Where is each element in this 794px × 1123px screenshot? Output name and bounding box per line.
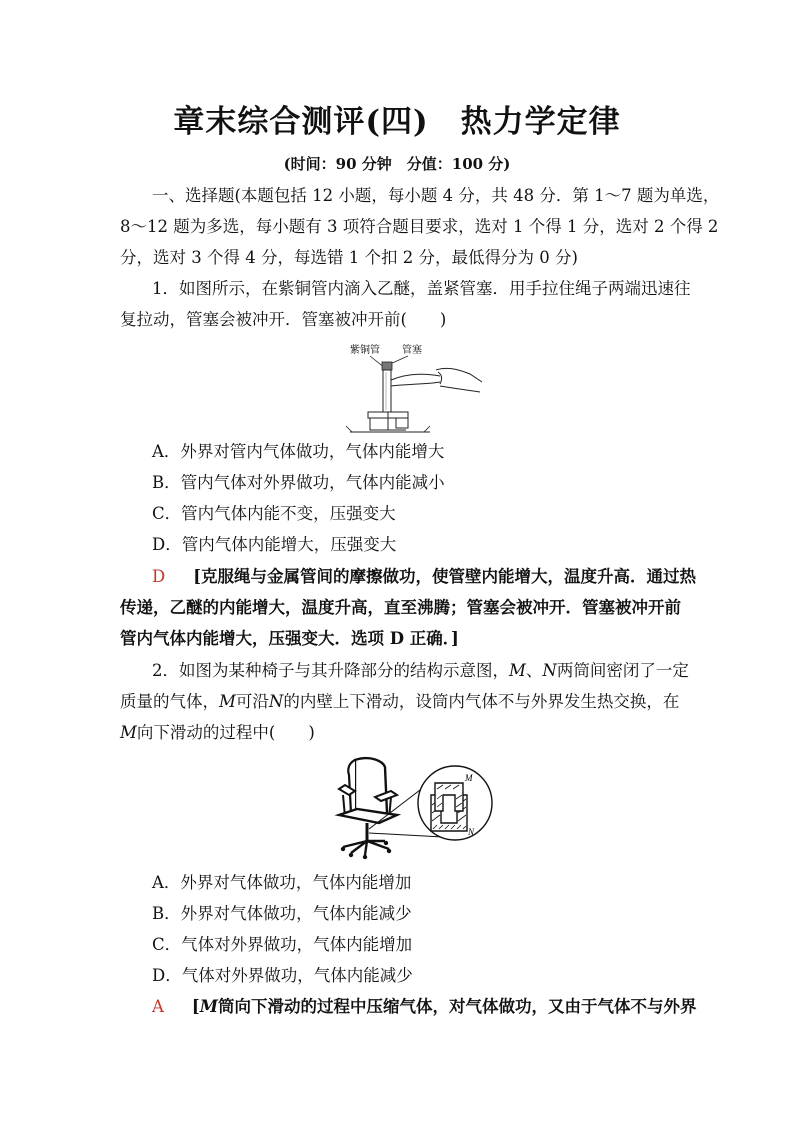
section-instruction-line: 分，选对 3 个得 4 分，每选错 1 个扣 2 分，最低得分为 0 分) bbox=[120, 248, 578, 267]
answer-letter: A bbox=[152, 997, 164, 1016]
variable-m: M bbox=[509, 661, 526, 680]
question-2-option-c: C．气体对外界做功，气体内能增加 bbox=[152, 935, 413, 954]
question-1-option-b: B．管内气体对外界做功，气体内能减小 bbox=[152, 473, 445, 492]
page-subtitle: (时间：90 分钟 分值：100 分) bbox=[283, 155, 511, 173]
question-2-stem: 质量的气体，M可沿N的内壁上下滑动，设筒内气体不与外界发生热交换，在 bbox=[120, 692, 680, 711]
figure-label-n: N bbox=[468, 827, 475, 837]
question-2-option-a: A．外界对气体做功，气体内能增加 bbox=[152, 873, 412, 892]
answer-text: [克服绳与金属管间的摩擦做功，使管壁内能增大，温度升高．通过热 bbox=[193, 567, 697, 586]
question-2-stem: M向下滑动的过程中( ) bbox=[120, 723, 315, 742]
figure-label-plug: 管塞 bbox=[402, 345, 422, 356]
figure-label-m: M bbox=[465, 773, 473, 783]
answer-text: 筒向下滑动的过程中压缩气体，对气体做功，又由于气体不与外界 bbox=[218, 997, 697, 1016]
page-title: 章末综合测评(四) 热力学定律 bbox=[173, 104, 621, 140]
question-1-option-a: A．外界对管内气体做功，气体内能增大 bbox=[152, 442, 445, 461]
question-1-option-d: D．管内气体内能增大，压强变大 bbox=[152, 535, 397, 554]
question-2-option-d: D．气体对外界做功，气体内能减少 bbox=[152, 966, 413, 985]
question-2-stem: 2．如图为某种椅子与其升降部分的结构示意图，M、N两筒间密闭了一定 bbox=[152, 661, 689, 680]
question-2-answer: A [M筒向下滑动的过程中压缩气体，对气体做功，又由于气体不与外界 bbox=[152, 997, 697, 1016]
section-instruction-line: 一、选择题(本题包括 12 小题，每小题 4 分，共 48 分．第 1～7 题为单选， bbox=[152, 186, 720, 205]
copper-tube-figure bbox=[340, 340, 490, 435]
question-1-answer-line: 管内气体内能增大，压强变大．选项 D 正确．] bbox=[120, 629, 459, 648]
question-1-stem: 复拉动，管塞会被冲开．管塞被冲开前( ) bbox=[120, 310, 447, 329]
chair-figure bbox=[325, 755, 500, 860]
question-1-stem: 1．如图所示，在紫铜管内滴入乙醚，盖紧管塞．用手拉住绳子两端迅速往 bbox=[152, 279, 691, 298]
figure-label-tube: 紫铜管 bbox=[350, 345, 380, 356]
question-1-answer bbox=[152, 566, 696, 588]
question-1-answer-line: 传递，乙醚的内能增大，温度升高，直至沸腾；管塞会被冲开．管塞被冲开前 bbox=[120, 598, 681, 617]
question-2-option-b: B．外界对气体做功，气体内能减少 bbox=[152, 904, 412, 923]
question-1-option-c: C．管内气体内能不变，压强变大 bbox=[152, 504, 396, 523]
variable-n: N bbox=[542, 661, 557, 680]
answer-letter: D bbox=[152, 567, 166, 586]
section-instruction-line: 8～12 题为多选，每小题有 3 项符合题目要求，选对 1 个得 1 分，选对 2 个得 2 bbox=[120, 217, 719, 236]
